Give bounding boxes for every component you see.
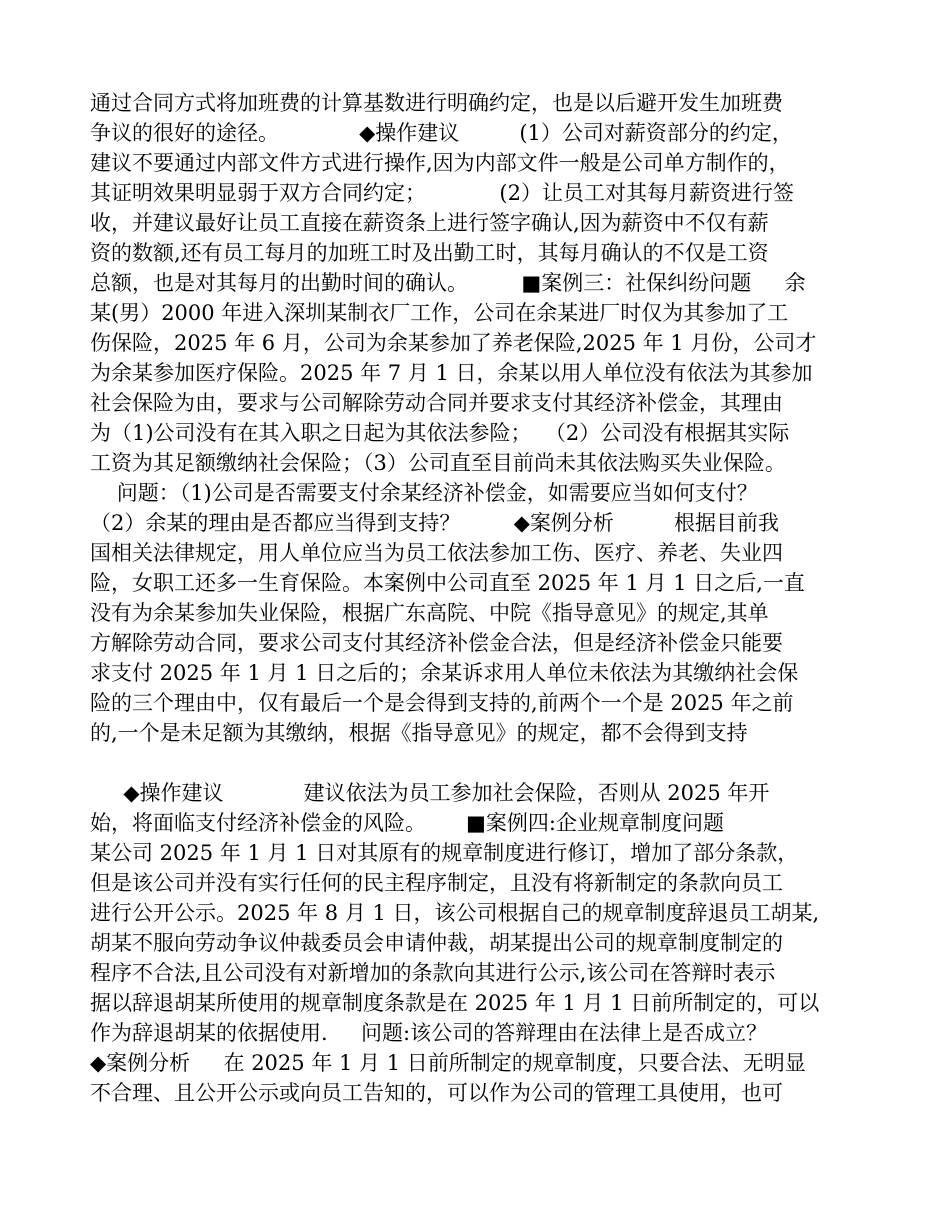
text-line: 但是该公司并没有实行任何的民主程序制定，且没有将新制定的条款向员工 [90, 871, 783, 895]
text-line: 伤保险，2025 年 6 月，公司为余某参加了养老保险,2025 年 1 月份，公司才 [90, 331, 817, 355]
text-line: 问题：（1)公司是否需要支付余某经济补偿金，如需要应当如何支付？ [90, 481, 758, 505]
text-line: 其证明效果明显弱于双方合同约定； (2）让员工对其每月薪资进行签 [90, 181, 794, 205]
text-line: 据以辞退胡某所使用的规章制度条款是在 2025 年 1 月 1 日前所制定的，可以 [90, 991, 820, 1015]
text-line: 社会保险为由，要求与公司解除劳动合同并要求支付其经济补偿金，其理由 [90, 391, 783, 415]
text-line: 为余某参加医疗保险。2025 年 7 月 1 日，余某以用人单位没有依法为其参加 [90, 361, 813, 385]
text-line: 资的数额,还有员工每月的加班工时及出勤工时，其每月确认的不仅是工资 [90, 241, 769, 265]
text-line: 险，女职工还多一生育保险。本案例中公司直至 2025 年 1 月 1 日之后,一直 [90, 571, 805, 595]
text-line: 总额，也是对其每月的出勤时间的确认。 ■案例三：社保纠纷问题 余 [90, 271, 806, 295]
text-line: 没有为余某参加失业保险，根据广东高院、中院《指导意见》的规定,其单 [90, 601, 769, 625]
text-line: ◆案例分析 在 2025 年 1 月 1 日前所制定的规章制度，只要合法、无明显 [90, 1051, 806, 1075]
text-line: 进行公开公示。2025 年 8 月 1 日，该公司根据自己的规章制度辞退员工胡某, [90, 901, 820, 925]
text-line: 建议不要通过内部文件方式进行操作,因为内部文件一般是公司单方制作的， [90, 151, 790, 175]
text-line: 收，并建议最好让员工直接在薪资条上进行签字确认,因为薪资中不仅有薪 [90, 211, 769, 235]
text-line: 为（1)公司没有在其入职之日起为其依法参险； （2）公司没有根据其实际 [90, 421, 790, 445]
text-line: 争议的很好的途径。 ◆操作建议 (1）公司对薪资部分的约定， [90, 121, 793, 145]
text-line: 工资为其足额缴纳社会保险；（3）公司直至目前尚未其依法购买失业保险。 [90, 451, 786, 475]
text-line: 某公司 2025 年 1 月 1 日对其原有的规章制度进行修订，增加了部分条款， [90, 841, 799, 865]
text-line: 的,一个是未足额为其缴纳，根据《指导意见》的规定，都不会得到支持 [90, 721, 748, 745]
text-line: ◆操作建议 建议依法为员工参加社会保险，否则从 2025 年开 [90, 781, 770, 805]
text-line: 某(男）2000 年进入深圳某制衣厂工作，公司在余某进厂时仅为其参加了工 [90, 301, 789, 325]
text-line: 程序不合法,且公司没有对新增加的条款向其进行公示,该公司在答辩时表示 [90, 961, 776, 985]
text-line: 国相关法律规定，用人单位应当为员工依法参加工伤、医疗、养老、失业四 [90, 541, 783, 565]
text-line: 通过合同方式将加班费的计算基数进行明确约定，也是以后避开发生加班费 [90, 91, 783, 115]
text-line: 方解除劳动合同，要求公司支付其经济补偿金合法，但是经济补偿金只能要 [90, 631, 783, 655]
text-line: 胡某不服向劳动争议仲裁委员会申请仲裁，胡某提出公司的规章制度制定的 [90, 931, 783, 955]
text-line: 求支付 2025 年 1 月 1 日之后的；余某诉求用人单位未依法为其缴纳社会保 [90, 661, 799, 685]
text-line: 作为辞退胡某的依据使用. 问题:该公司的答辩理由在法律上是否成立？ [90, 1021, 768, 1045]
text-line: 险的三个理由中，仅有最后一个是会得到支持的,前两个一个是 2025 年之前 [90, 691, 794, 715]
text-line: 始，将面临支付经济补偿金的风险。 ■案例四:企业规章制度问题 [90, 811, 724, 835]
text-line: 不合理、且公开公示或向员工告知的，可以作为公司的管理工具使用，也可 [90, 1081, 783, 1105]
text-line: （2）余某的理由是否都应当得到支持？ ◆案例分析 根据目前我 [90, 511, 779, 535]
